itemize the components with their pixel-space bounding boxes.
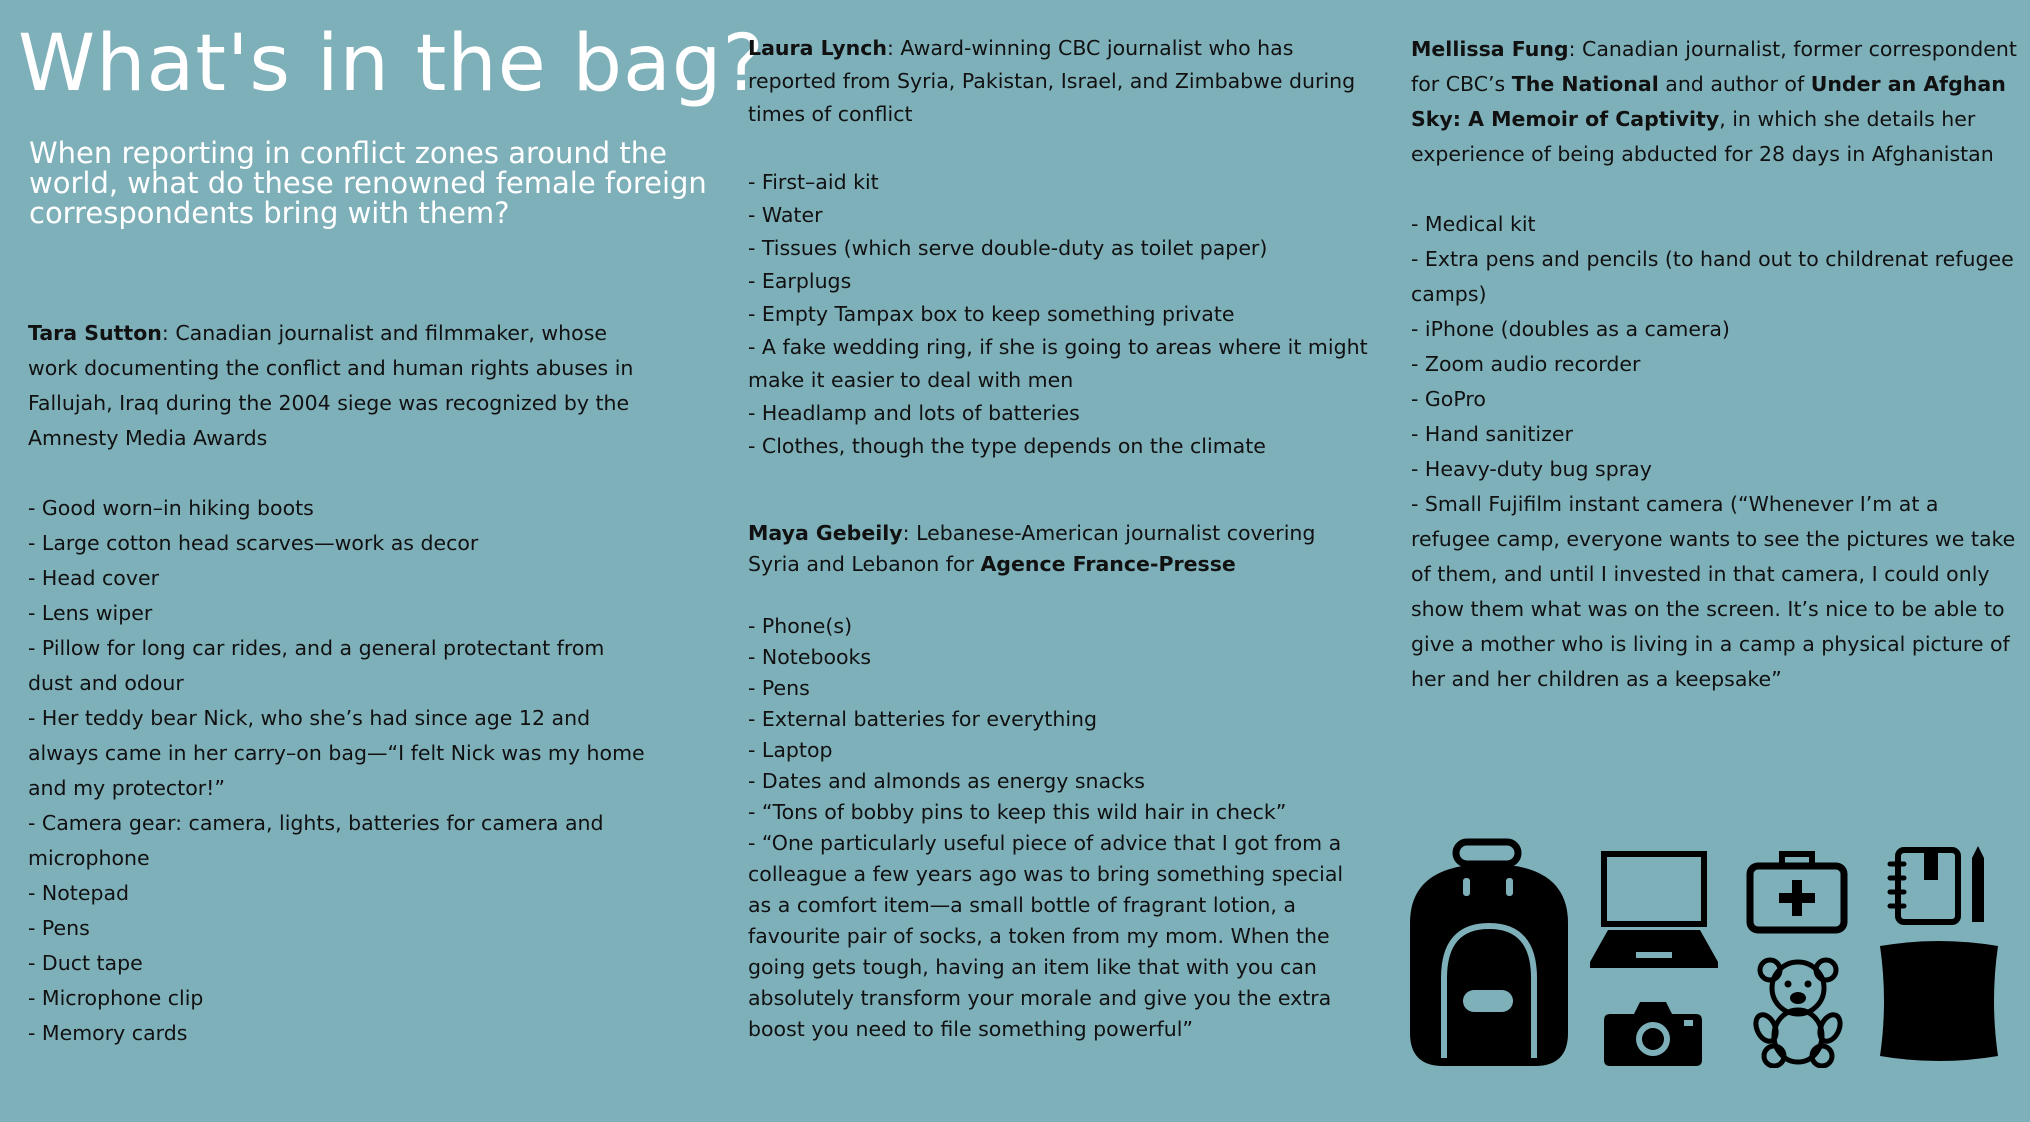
page-title: What's in the bag? [18, 19, 765, 109]
notebook-pen-icon [1886, 846, 1992, 926]
profile-bio-text: : Canadian journalist, former correspondent for CBC’s [1411, 37, 2017, 96]
profile-bio-text: : Award-winning CBC journalist who has reported from Syria, Pakistan, Israel, and Zimbabwe during times of conflict [748, 36, 1356, 126]
list-item: - “One particularly useful piece of advice that I got from a colleague a few years ago was to bring something special as a comfort item—a small bottle of fragrant lotion, a favourite pair of socks, a token from my mom. When the going gets tough, having an item like that with you can absolutely transform your morale and give you the extra boost you need to file something powerful” [748, 831, 1344, 1041]
list-item: - Headlamp and lots of batteries [748, 401, 1080, 425]
list-item: - Hand sanitizer [1411, 422, 1573, 446]
list-item: - Her teddy bear Nick, who she’s had since age 12 and always came in her carry–on bag—“I felt Nick was my home and my protector!” [28, 706, 645, 800]
list-item: - Camera gear: camera, lights, batteries for camera and microphone [28, 811, 604, 870]
list-item: - External batteries for everything [748, 707, 1098, 731]
list-item: - Memory cards [28, 1021, 188, 1045]
list-item: - Earplugs [748, 269, 852, 293]
item-list [748, 166, 1368, 463]
list-item: - Tissues (which serve double-duty as toilet paper) [748, 236, 1268, 260]
list-item: - Water [748, 203, 823, 227]
list-item: - Medical kit [1411, 212, 1536, 236]
profile-bio [748, 32, 1368, 131]
profile-name: Laura Lynch [748, 36, 887, 60]
item-list [1411, 207, 2021, 697]
profile-bio [28, 316, 648, 456]
list-item: - Pillow for long car rides, and a general protectant from dust and odour [28, 636, 605, 695]
camera-icon [1604, 1000, 1702, 1066]
list-item: - Extra pens and pencils (to hand out to childrenat refugee camps) [1411, 247, 2014, 306]
list-item: - Zoom audio recorder [1411, 352, 1641, 376]
list-item: - A fake wedding ring, if she is going to areas where it might make it easier to deal with men [748, 335, 1368, 392]
profile-laura-lynch [748, 32, 1368, 463]
profile-bio [748, 518, 1368, 580]
list-item: - Pens [28, 916, 90, 940]
list-item: - Large cotton head scarves—work as decor [28, 531, 479, 555]
profile-maya-gebeily [748, 518, 1368, 1045]
list-item: - Clothes, though the type depends on the climate [748, 434, 1266, 458]
list-item: - Lens wiper [28, 601, 153, 625]
list-item: - Laptop [748, 738, 833, 762]
list-item: - Small Fujifilm instant camera (“Whenever I’m at a refugee camp, everyone wants to see the pictures we take of them, and until I invested in that camera, I could only show them what was on the screen. It’s nice to be able to give a mother who is living in a camp a physical picture of her and her children as a keepsake” [1411, 492, 2016, 691]
list-item: - iPhone (doubles as a camera) [1411, 317, 1730, 341]
first-aid-kit-icon [1746, 848, 1848, 934]
profile-bio-text: : Canadian journalist and filmmaker, whose work documenting the conflict and human rights abuses in Fallujah, Iraq during the 2004 siege was recognized by the Amnesty Media Awards [28, 321, 634, 450]
teddy-bear-icon [1750, 956, 1846, 1068]
profile-name: Tara Sutton [28, 321, 162, 345]
book-title: Under an Afghan Sky: A Memoir of Captivity [1411, 72, 2006, 131]
profile-bio-text: , in which she details her experience of being abducted for 28 days in Afghanistan [1411, 107, 1994, 166]
list-item: - First–aid kit [748, 170, 879, 194]
list-item: - Notebooks [748, 645, 872, 669]
list-item: - Dates and almonds as energy snacks [748, 769, 1145, 793]
list-item: - Good worn–in hiking boots [28, 496, 314, 520]
profile-name: Mellissa Fung [1411, 37, 1569, 61]
item-list [28, 491, 648, 1051]
list-item: - Empty Tampax box to keep something private [748, 302, 1235, 326]
profile-name: Maya Gebeily [748, 521, 903, 545]
list-item: - Notepad [28, 881, 130, 905]
list-item: - Pens [748, 676, 810, 700]
profile-bio [1411, 32, 2021, 172]
list-item: - Heavy-duty bug spray [1411, 457, 1652, 481]
profile-bio-text: and author of [1658, 72, 1811, 96]
list-item: - GoPro [1411, 387, 1486, 411]
profile-tara-sutton [28, 316, 648, 1051]
profile-bio-text: : Lebanese-American journalist covering Syria and Lebanon for [748, 521, 1316, 576]
laptop-icon [1588, 850, 1720, 970]
list-item: - Microphone clip [28, 986, 204, 1010]
pillow-icon [1876, 938, 2002, 1064]
list-item: - Phone(s) [748, 614, 853, 638]
list-item: - “Tons of bobby pins to keep this wild hair in check” [748, 800, 1287, 824]
show-name: The National [1511, 72, 1659, 96]
page-subtitle: When reporting in conflict zones around the world, what do these renowned female foreign correspondents bring with them? [29, 136, 707, 230]
profile-mellissa-fung [1411, 32, 2021, 697]
backpack-icon [1410, 838, 1568, 1066]
list-item: - Head cover [28, 566, 160, 590]
list-item: - Duct tape [28, 951, 143, 975]
organization-name: Agence France-Presse [980, 552, 1236, 576]
item-list [748, 611, 1368, 1045]
